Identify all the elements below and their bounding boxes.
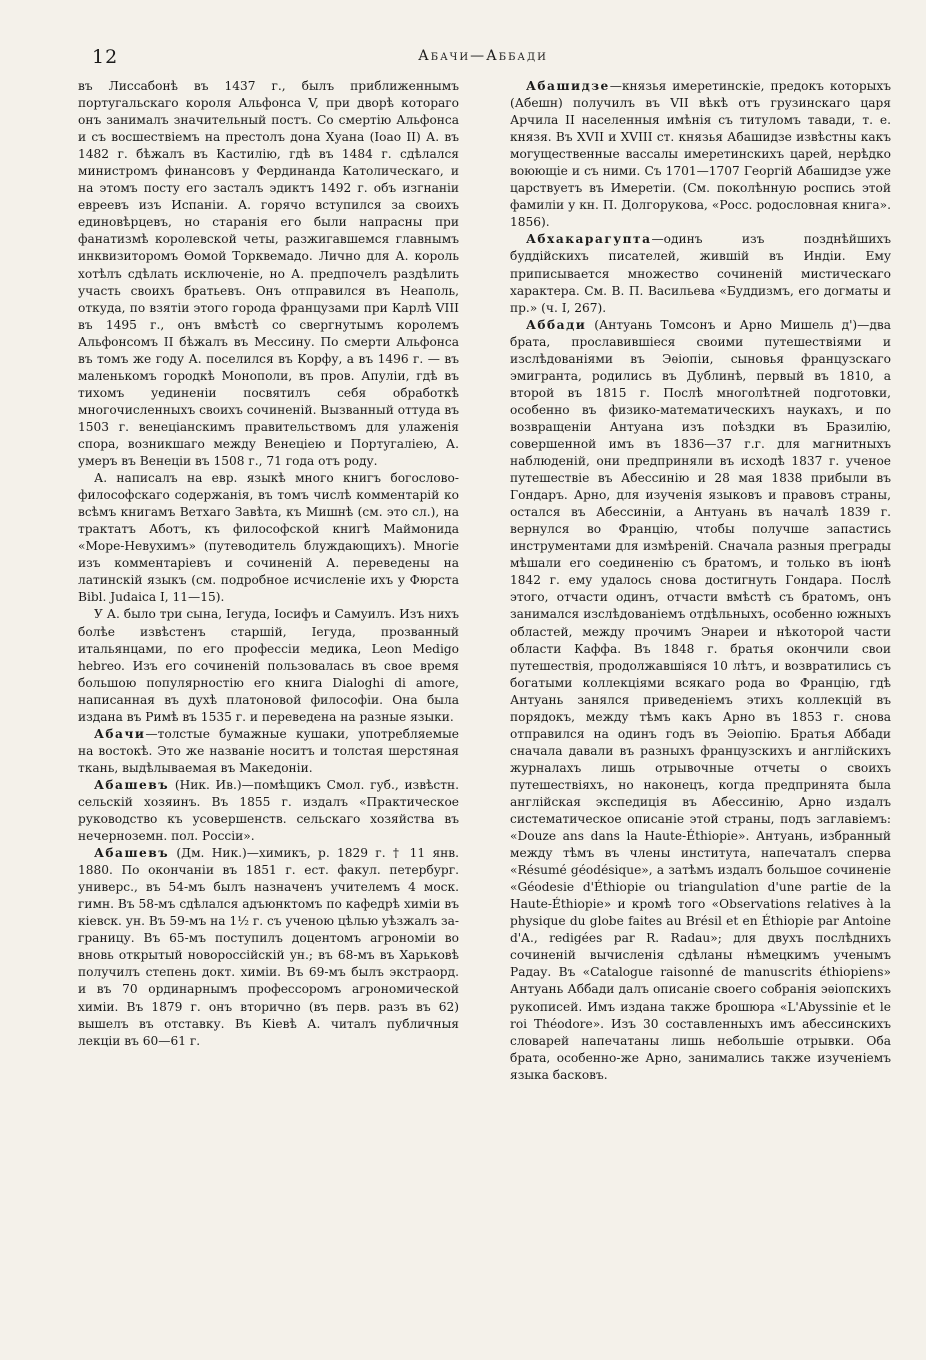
entry-abachi — [78, 726, 459, 777]
entry-text: —одинъ изъ позднѣйшихъ буддійскихъ писателей, жившій въ Индіи. Ему приписывается множество сочиненій мистическаго характера. См. В. П. Васильева «Буддизмъ, его догматы и пр.» (ч. I, 267). — [510, 232, 891, 315]
entry-text: (Дм. Ник.)—химикъ, р. 1829 г. † 11 янв. 1880. По окончаніи въ 1851 г. ест. факул. петербург. универс., въ 54-мъ былъ назначенъ учителемъ 4 моск. гимн. Въ 58-мъ сдѣлался адъюнктомъ по кафедрѣ химіи въ кіевск. ун. Въ 59-мъ на 1½ г. съ ученою цѣлью уѣзжалъ за-границу. Въ 65-мъ поступилъ доцентомъ агрономіи во вновь открытый новороссійскій ун.; въ 68-мъ въ Харьковѣ получилъ степень докт. химіи. Въ 69-мъ былъ экстраорд. и въ 70 ординарнымъ профессоромъ агрономической химіи. Въ 1879 г. онъ вторично (въ перв. разъ въ 62) вышелъ въ отставку. Въ Кіевѣ А. читалъ публичныя лекціи въ 60—61 г. — [78, 846, 459, 1048]
entry-headword: Абачи — [94, 726, 146, 741]
left-column — [78, 78, 459, 1050]
running-head: Абачи—Аббади — [418, 48, 548, 64]
entry-headword: Абхакарагупта — [526, 232, 652, 247]
entry-text: А. написалъ на евр. языкѣ много книгъ богослово-философскаго содержанія, въ томъ числѣ комментарій ко всѣмъ книгамъ Ветхаго Завѣта, къ Мишнѣ (см. это сл.), на трактатъ Аботъ, къ философской книгѣ Маймонида «Море-Невухимъ» (путеводитель блуждающихъ). Многіе изъ комментаріевъ и сочиненій А. переведены на латинскій языкъ (см. подробное исчисленіе ихъ у Фюрста Bibl. Judaica I, 11—15). — [78, 471, 459, 605]
entry-abhakaragupta — [510, 231, 891, 316]
page-number: 12 — [92, 46, 119, 68]
entry-headword: Абашевъ — [94, 846, 170, 861]
entry-abbadi — [510, 317, 891, 1084]
entry-paragraph — [78, 78, 459, 470]
entry-paragraph — [78, 606, 459, 725]
entry-text: —князья имеретинскіе, предокъ которыхъ (Абешн) получилъ въ VII вѣкѣ отъ грузинскаго царя Арчила II населенныя имѣнія съ титуломъ тавади, т. е. князя. Въ XVII и XVIII ст. князья Абашидзе извѣстны какъ могущественные вассалы имеретинскихъ царей, нерѣдко воюющіе и съ ними. Съ 1701—1707 Георгій Абашидзе уже царствуетъ въ Имеретіи. (См. поколѣнную роспись этой фамиліи у кн. П. Долгорукова, «Росс. родословная книга». 1856). — [510, 79, 891, 230]
entry-headword: Абашевъ — [94, 777, 170, 792]
entry-text: —толстые бумажные кушаки, употребляемые на востокѣ. Это же названіе носитъ и толстая шерстяная ткань, выдѣлываемая въ Македоніи. — [78, 726, 459, 775]
entry-abashev-nik — [78, 777, 459, 845]
entry-abashev-dm — [78, 845, 459, 1050]
entry-headword: Аббади — [526, 317, 587, 332]
entry-text: въ Лиссабонѣ въ 1437 г., былъ приближеннымъ португальскаго короля Альфонса V, при дворѣ котораго онъ занималъ значительный постъ. Со смертію Альфонса и съ восшествіемъ на престолъ дона Хуана (Іоао II) А. въ 1482 г. бѣжалъ въ Кастилію, гдѣ въ 1484 г. сдѣлался министромъ финансовъ у Фердинанда Католическаго, и на этомъ посту его засталъ эдиктъ 1492 г. объ изгнаніи евреевъ изъ Испаніи. А. горячо вступился за своихъ единовѣрцевъ, но старанія его были напрасны при фанатизмѣ королевской четы, разжигавшемся главнымъ инквизиторомъ Ѳомой Торквемадо. Лично для А. король хотѣлъ сдѣлать исключеніе, но А. предпочелъ раздѣлить участь своихъ братьевъ. Онъ отправился въ Неаполь, откуда, по взятіи этого города французами при Карлѣ VIII въ 1495 г., онъ вмѣстѣ со свергнутымъ королемъ Альфонсомъ II бѣжалъ въ Мессину. По смерти Альфонса въ томъ же году А. поселился въ Корфу, а въ 1496 г. — въ маленькомъ городкѣ Монополи, въ пров. Апуліи, гдѣ въ тихомъ уединеніи посвятилъ себя обработкѣ многочисленныхъ своихъ сочиненій. Вызванный оттуда въ 1503 г. венеціанскимъ правительствомъ для улаженія спора, возникшаго между Венеціею и Португаліею, А. умеръ въ Венеціи въ 1508 г., 71 года отъ роду. — [78, 79, 459, 469]
entry-paragraph — [78, 470, 459, 606]
entry-abashidze — [510, 78, 891, 231]
right-column — [510, 78, 891, 1084]
entry-text: (Ник. Ив.)—помѣщикъ Смол. губ., извѣстн. сельскій хозяинъ. Въ 1855 г. издалъ «Практическое руководство къ усовершенств. сельскаго хозяйства въ нечерноземн. пол. Россіи». — [78, 777, 459, 844]
entry-headword: Абашидзе — [526, 79, 610, 93]
entry-text: (Антуань Томсонъ и Арно Мишель д')—два брата, прославившіеся своими путешествіями и изслѣдованіями въ Эѳіопіи, сыновья французскаго эмигранта, родились въ Дублинѣ, первый въ 1810, а второй въ 1815 г. Послѣ многолѣтней подготовки, особенно въ физико-математическихъ наукахъ, и по возвращеніи Антуана изъ поѣздки въ Бразилію, совершенной имъ въ 1836—37 г.г. для магнитныхъ наблюденій, они предприняли въ исходѣ 1837 г. ученое путешествіе въ Абессинію и 28 мая 1838 прибыли въ Гондаръ. Арно, для изученія языковъ и правовъ страны, остался въ Абессиніи, а Антуань въ началѣ 1839 г. вернулся во Францію, чтобы получше запастись инструментами для измѣреній. Сначала разныя преграды мѣшали его соединенію съ братомъ, и только въ іюнѣ 1842 г. ему удалось снова достигнуть Гондара. Послѣ этого, отчасти одинъ, отчасти вмѣстѣ съ братомъ, онъ занимался изслѣдованіемъ отдѣльныхъ, особенно южныхъ областей, между прочимъ Энареи и нѣкоторой части области Каффа. Въ 1848 г. братья окончили свои путешествія, продолжавшіяся 10 лѣтъ, и возвратились съ богатыми коллекціями всякаго рода во Францію, гдѣ Антуань занялся приведеніемъ этихъ коллекцій въ порядокъ, между тѣмъ какъ Арно въ 1853 г. снова отправился на одинъ годъ въ Эѳіопію. Братья Аббади сначала давали въ разныхъ французскихъ и англійскихъ журналахъ лишь отрывочные отчеты о своихъ путешествіяхъ, но наконецъ, когда предпринята была англійская экспедиція въ Абессинію, Арно издалъ систематическое описаніе этой страны, подъ заглавіемъ: «Douze ans dans la Haute-Éthiopie». Антуань, избранный между тѣмъ въ члены института, напечаталъ сперва «Résumé géodésique», а затѣмъ издалъ большое сочиненіе «Géodesie d'Éthiopie ou triangulation d'une partie de la Haute-Éthiopie» и кромѣ того «Observations relatives à la physique du globe faites au Brésil et en Éthiopie par Antoine d'A., redigées par R. Radau»; для двухъ послѣднихъ сочиненій вычисленія сдѣланы нѣмецкимъ ученымъ Радау. Въ «Catalogue raisonné de manuscrits éthiopiens» Антуань Аббади далъ описаніе своего собранія эѳіопскихъ рукописей. Имъ издана также брошюра «L'Abyssinie et le roi Théodore». Изъ 30 составленныхъ имъ абессинскихъ словарей напечатаны лишь небольшіе отрывки. Оба брата, особенно-же Арно, занимались также изученіемъ языка басковъ. — [510, 317, 891, 1082]
entry-text: У А. было три сына, Іегуда, Іосифъ и Самуилъ. Изъ нихъ болѣе извѣстенъ старшій, Іегуда, прозванный итальянцами, по его профессіи медика, Leon Medigo hebreo. Изъ его сочиненій пользовалась въ свое время большою популярностію его книга Dialoghi di amore, написанная въ духѣ платоновой философіи. Она была издана въ Римѣ въ 1535 г. и переведена на разные языки. — [78, 607, 459, 724]
